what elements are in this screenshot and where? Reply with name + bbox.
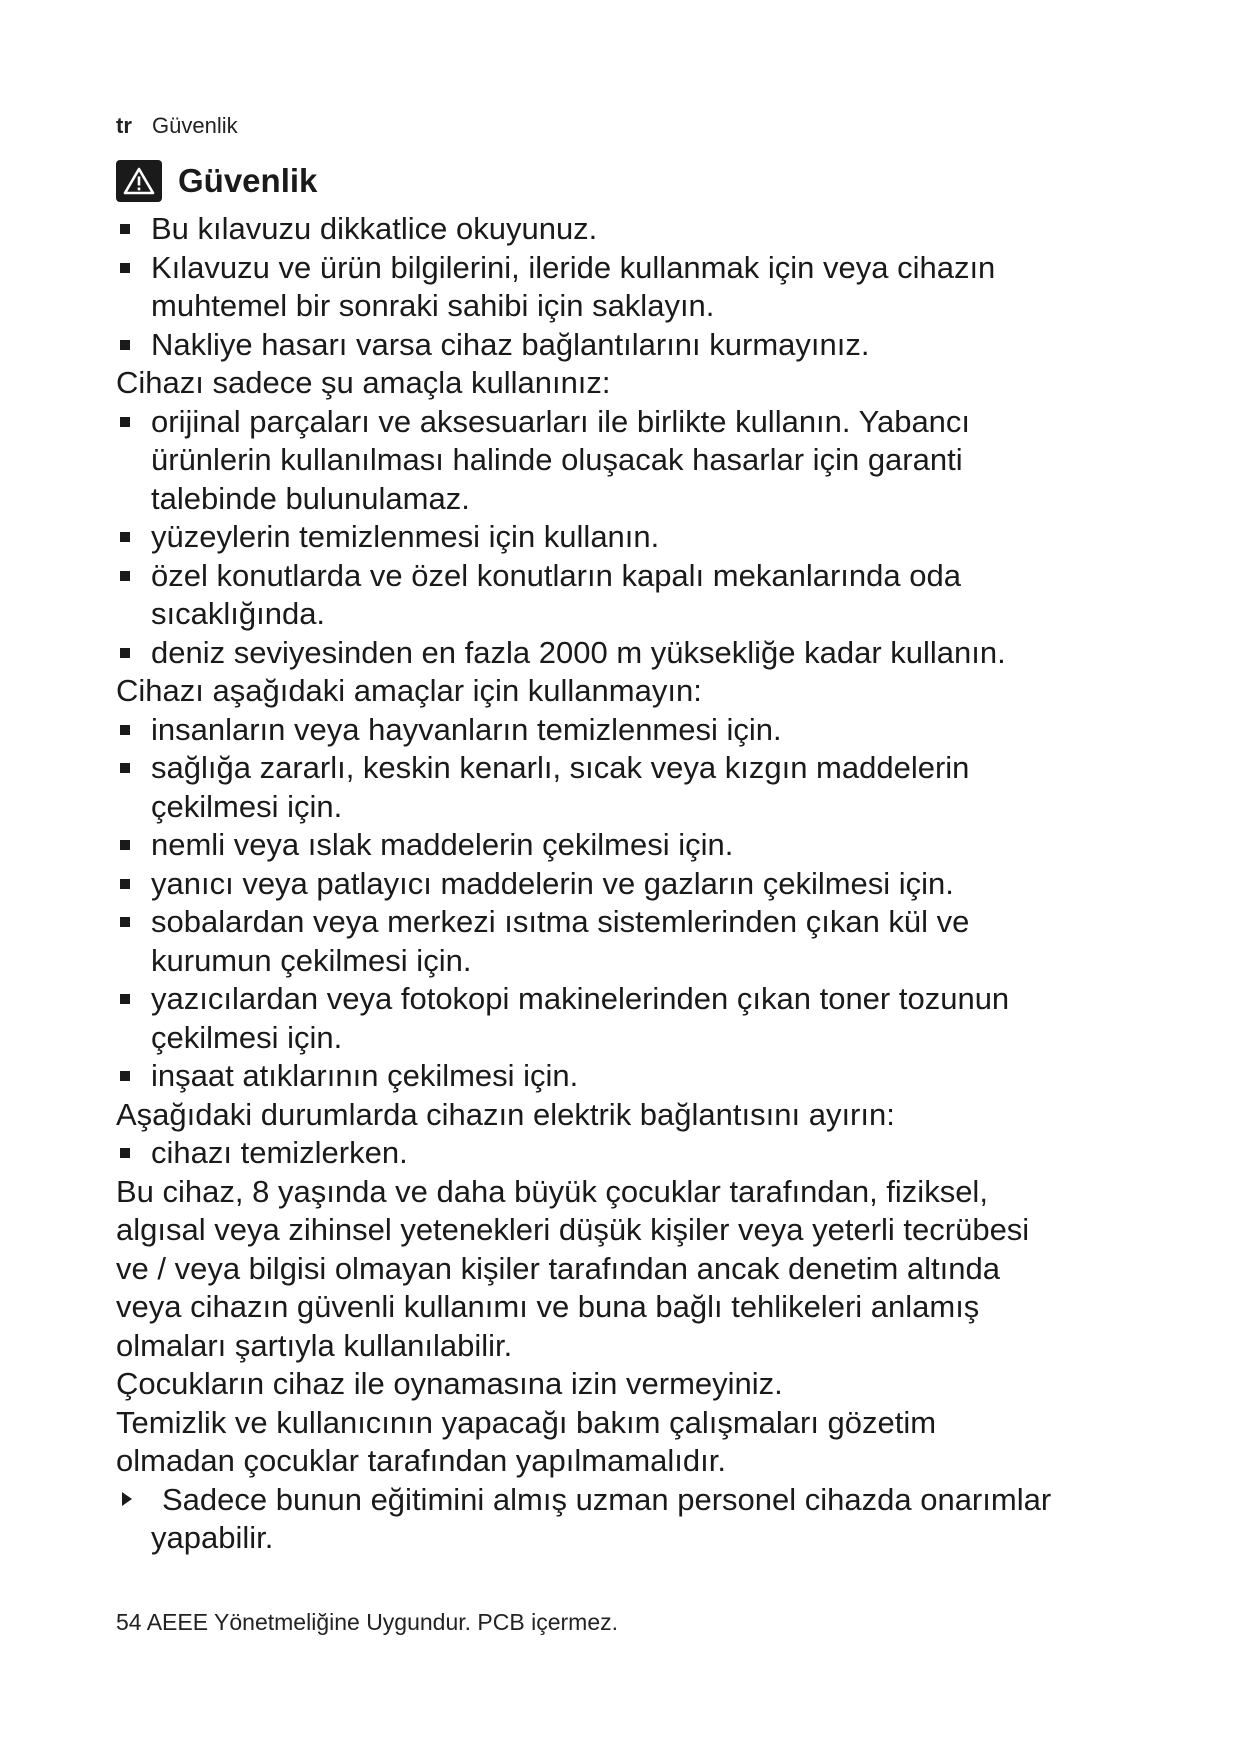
text-line: çekilmesi için.: [151, 1019, 343, 1055]
list-item: [116, 826, 1156, 865]
text-line: yazıcılardan veya fotokopi makinelerinden çıkan toner tozunun: [151, 981, 1010, 1016]
section-title: Güvenlik: [178, 162, 318, 199]
text-line: sağlığa zararlı, keskin kenarlı, sıcak veya kızgın maddelerin: [151, 750, 970, 785]
text-line: talebinde bulunulamaz.: [151, 480, 470, 516]
list-item: [116, 1134, 1156, 1173]
square-bullet-icon: [120, 648, 130, 658]
language-code: tr: [116, 113, 132, 138]
list-item: [116, 749, 1156, 826]
text-line: sıcaklığında.: [151, 596, 326, 631]
text-line: muhtemel bir sonraki sahibi için saklayın.: [151, 288, 715, 323]
list-item: [116, 1057, 1156, 1096]
text-line: Çocukların cihaz ile oynamasına izin vermeyiniz.: [116, 1366, 783, 1401]
text-line: yüzeylerin temizlenmesi için kullanın.: [151, 519, 660, 554]
page-header: [116, 110, 1156, 142]
square-bullet-icon: [120, 1148, 130, 1158]
square-bullet-icon: [120, 917, 130, 927]
list-item: [116, 210, 1156, 249]
paragraph: [116, 1404, 1156, 1481]
text-line: yanıcı veya patlayıcı maddelerin ve gazların çekilmesi için.: [151, 865, 954, 901]
paragraph: [116, 1096, 1156, 1135]
list-item: [116, 326, 1156, 365]
paragraph: [116, 672, 1156, 711]
text-line: orijinal parçaları ve aksesuarları ile birlikte kullanın. Yabancı: [151, 403, 971, 439]
text-line: Nakliye hasarı varsa cihaz bağlantılarını kurmayınız.: [151, 326, 870, 362]
square-bullet-icon: [120, 263, 130, 273]
text-line: yapabilir.: [151, 1520, 274, 1555]
square-bullet-icon: [120, 725, 130, 735]
paragraph: [116, 1365, 1156, 1404]
text-line: sobalardan veya merkezi ısıtma sistemlerinden çıkan kül ve: [151, 904, 970, 939]
warning-triangle-icon: [116, 160, 162, 202]
square-bullet-icon: [120, 763, 130, 773]
list-item: [116, 903, 1156, 980]
text-line: Aşağıdaki durumlarda cihazın elektrik bağlantısını ayırın:: [116, 1096, 895, 1132]
square-bullet-icon: [120, 417, 130, 427]
text-line: Bu kılavuzu dikkatlice okuyunuz.: [151, 211, 598, 246]
square-bullet-icon: [120, 840, 130, 850]
text-line: ve / veya bilgisi olmayan kişiler tarafından ancak denetim altında: [116, 1250, 1000, 1286]
safety-content: [116, 210, 1156, 1558]
square-bullet-icon: [120, 571, 130, 581]
text-line: Temizlik ve kullanıcının yapacağı bakım çalışmaları gözetim: [116, 1404, 937, 1440]
square-bullet-icon: [120, 994, 130, 1004]
arrow-bullet-icon: [122, 1492, 132, 1506]
text-line: kurumun çekilmesi için.: [151, 942, 472, 978]
section-title-row: [116, 160, 1156, 202]
page-footer: 54 AEEE Yönetmeliğine Uygundur. PCB içermez.: [116, 1609, 619, 1635]
text-line: algısal veya zihinsel yetenekleri düşük kişiler veya yeterli tecrübesi: [116, 1212, 1030, 1247]
text-line: cihazı temizlerken.: [151, 1135, 408, 1170]
list-item: [116, 711, 1156, 750]
list-item: [116, 403, 1156, 519]
text-line: Sadece bunun eğitimini almış uzman personel cihazda onarımlar: [162, 1481, 1052, 1517]
text-line: deniz seviyesinden en fazla 2000 m yüksekliğe kadar kullanın.: [151, 634, 1006, 670]
text-line: Bu cihaz, 8 yaşında ve daha büyük çocuklar tarafından, fiziksel,: [116, 1173, 988, 1209]
text-line: olmadan çocuklar tarafından yapılmamalıdır.: [116, 1443, 726, 1478]
list-item: [116, 980, 1156, 1057]
text-line: özel konutlarda ve özel konutların kapalı mekanlarında oda: [151, 557, 961, 593]
text-line: olmaları şartıyla kullanılabilir.: [116, 1327, 513, 1363]
header-section-name: Güvenlik: [152, 113, 238, 138]
list-item: [116, 518, 1156, 557]
list-item: [116, 634, 1156, 673]
text-line: Kılavuzu ve ürün bilgilerini, ileride kullanmak için veya cihazın: [151, 249, 996, 285]
manual-page: [116, 110, 1156, 1558]
square-bullet-icon: [120, 879, 130, 889]
list-item: [116, 865, 1156, 904]
square-bullet-icon: [120, 532, 130, 542]
paragraph: [116, 364, 1156, 403]
text-line: Cihazı sadece şu amaçla kullanınız:: [116, 365, 611, 400]
text-line: inşaat atıklarının çekilmesi için.: [151, 1058, 579, 1093]
text-line: veya cihazın güvenli kullanımı ve buna bağlı tehlikeleri anlamış: [116, 1289, 980, 1324]
text-line: nemli veya ıslak maddelerin çekilmesi için.: [151, 827, 734, 862]
action-item: [116, 1481, 1156, 1558]
text-line: çekilmesi için.: [151, 788, 343, 824]
text-line: insanların veya hayvanların temizlenmesi için.: [151, 711, 782, 747]
text-line: ürünlerin kullanılması halinde oluşacak hasarlar için garanti: [151, 442, 963, 477]
square-bullet-icon: [120, 1071, 130, 1081]
list-item: [116, 557, 1156, 634]
square-bullet-icon: [120, 340, 130, 350]
text-line: Cihazı aşağıdaki amaçlar için kullanmayın:: [116, 673, 702, 708]
list-item: [116, 249, 1156, 326]
paragraph: [116, 1173, 1156, 1366]
square-bullet-icon: [120, 224, 130, 234]
